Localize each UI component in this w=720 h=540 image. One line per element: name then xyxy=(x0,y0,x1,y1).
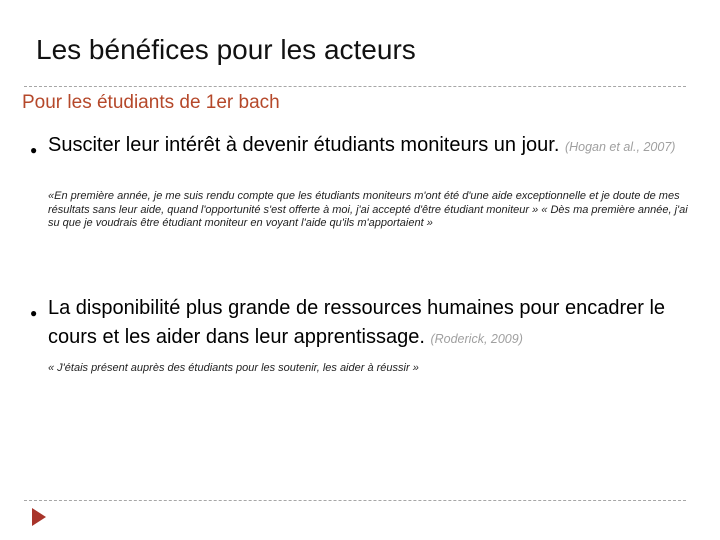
bullet-point xyxy=(48,131,688,162)
quote: «En première année, je me suis rendu compte que les étudiants moniteurs m'ont été d'une aide exceptionnelle et je doute de mes résultats sans leur aide, quand l'opportunité s'est offerte à moi, j'ai accepté d'être étudiant moniteur » « Dès ma première année, j'ai su que je voudrais être étudiant moniteur en voyant l'aide qu'ils m'apportaient » xyxy=(48,190,688,229)
bullet-marker: ● xyxy=(30,306,38,320)
top-divider xyxy=(24,86,686,87)
slide-subtitle: Pour les étudiants de 1er bach xyxy=(22,92,280,113)
bullet-point xyxy=(48,294,698,354)
citation: (Roderick, 2009) xyxy=(430,332,523,346)
citation: (Hogan et al., 2007) xyxy=(564,140,676,154)
bottom-divider xyxy=(24,500,686,501)
quote: « J'étais présent auprès des étudiants pour les soutenir, les aider à réussir » xyxy=(48,362,419,374)
bullet-text: La disponibilité plus grande de ressources humaines pour encadrer le cours et les aider dans leur apprentissage. xyxy=(48,297,666,348)
bullet-text: Susciter leur intérêt à devenir étudiants moniteurs un jour. xyxy=(48,134,560,156)
play-arrow-icon[interactable] xyxy=(30,506,48,533)
slide-title: Les bénéfices pour les acteurs xyxy=(36,34,416,65)
bullet-marker: ● xyxy=(30,143,38,157)
